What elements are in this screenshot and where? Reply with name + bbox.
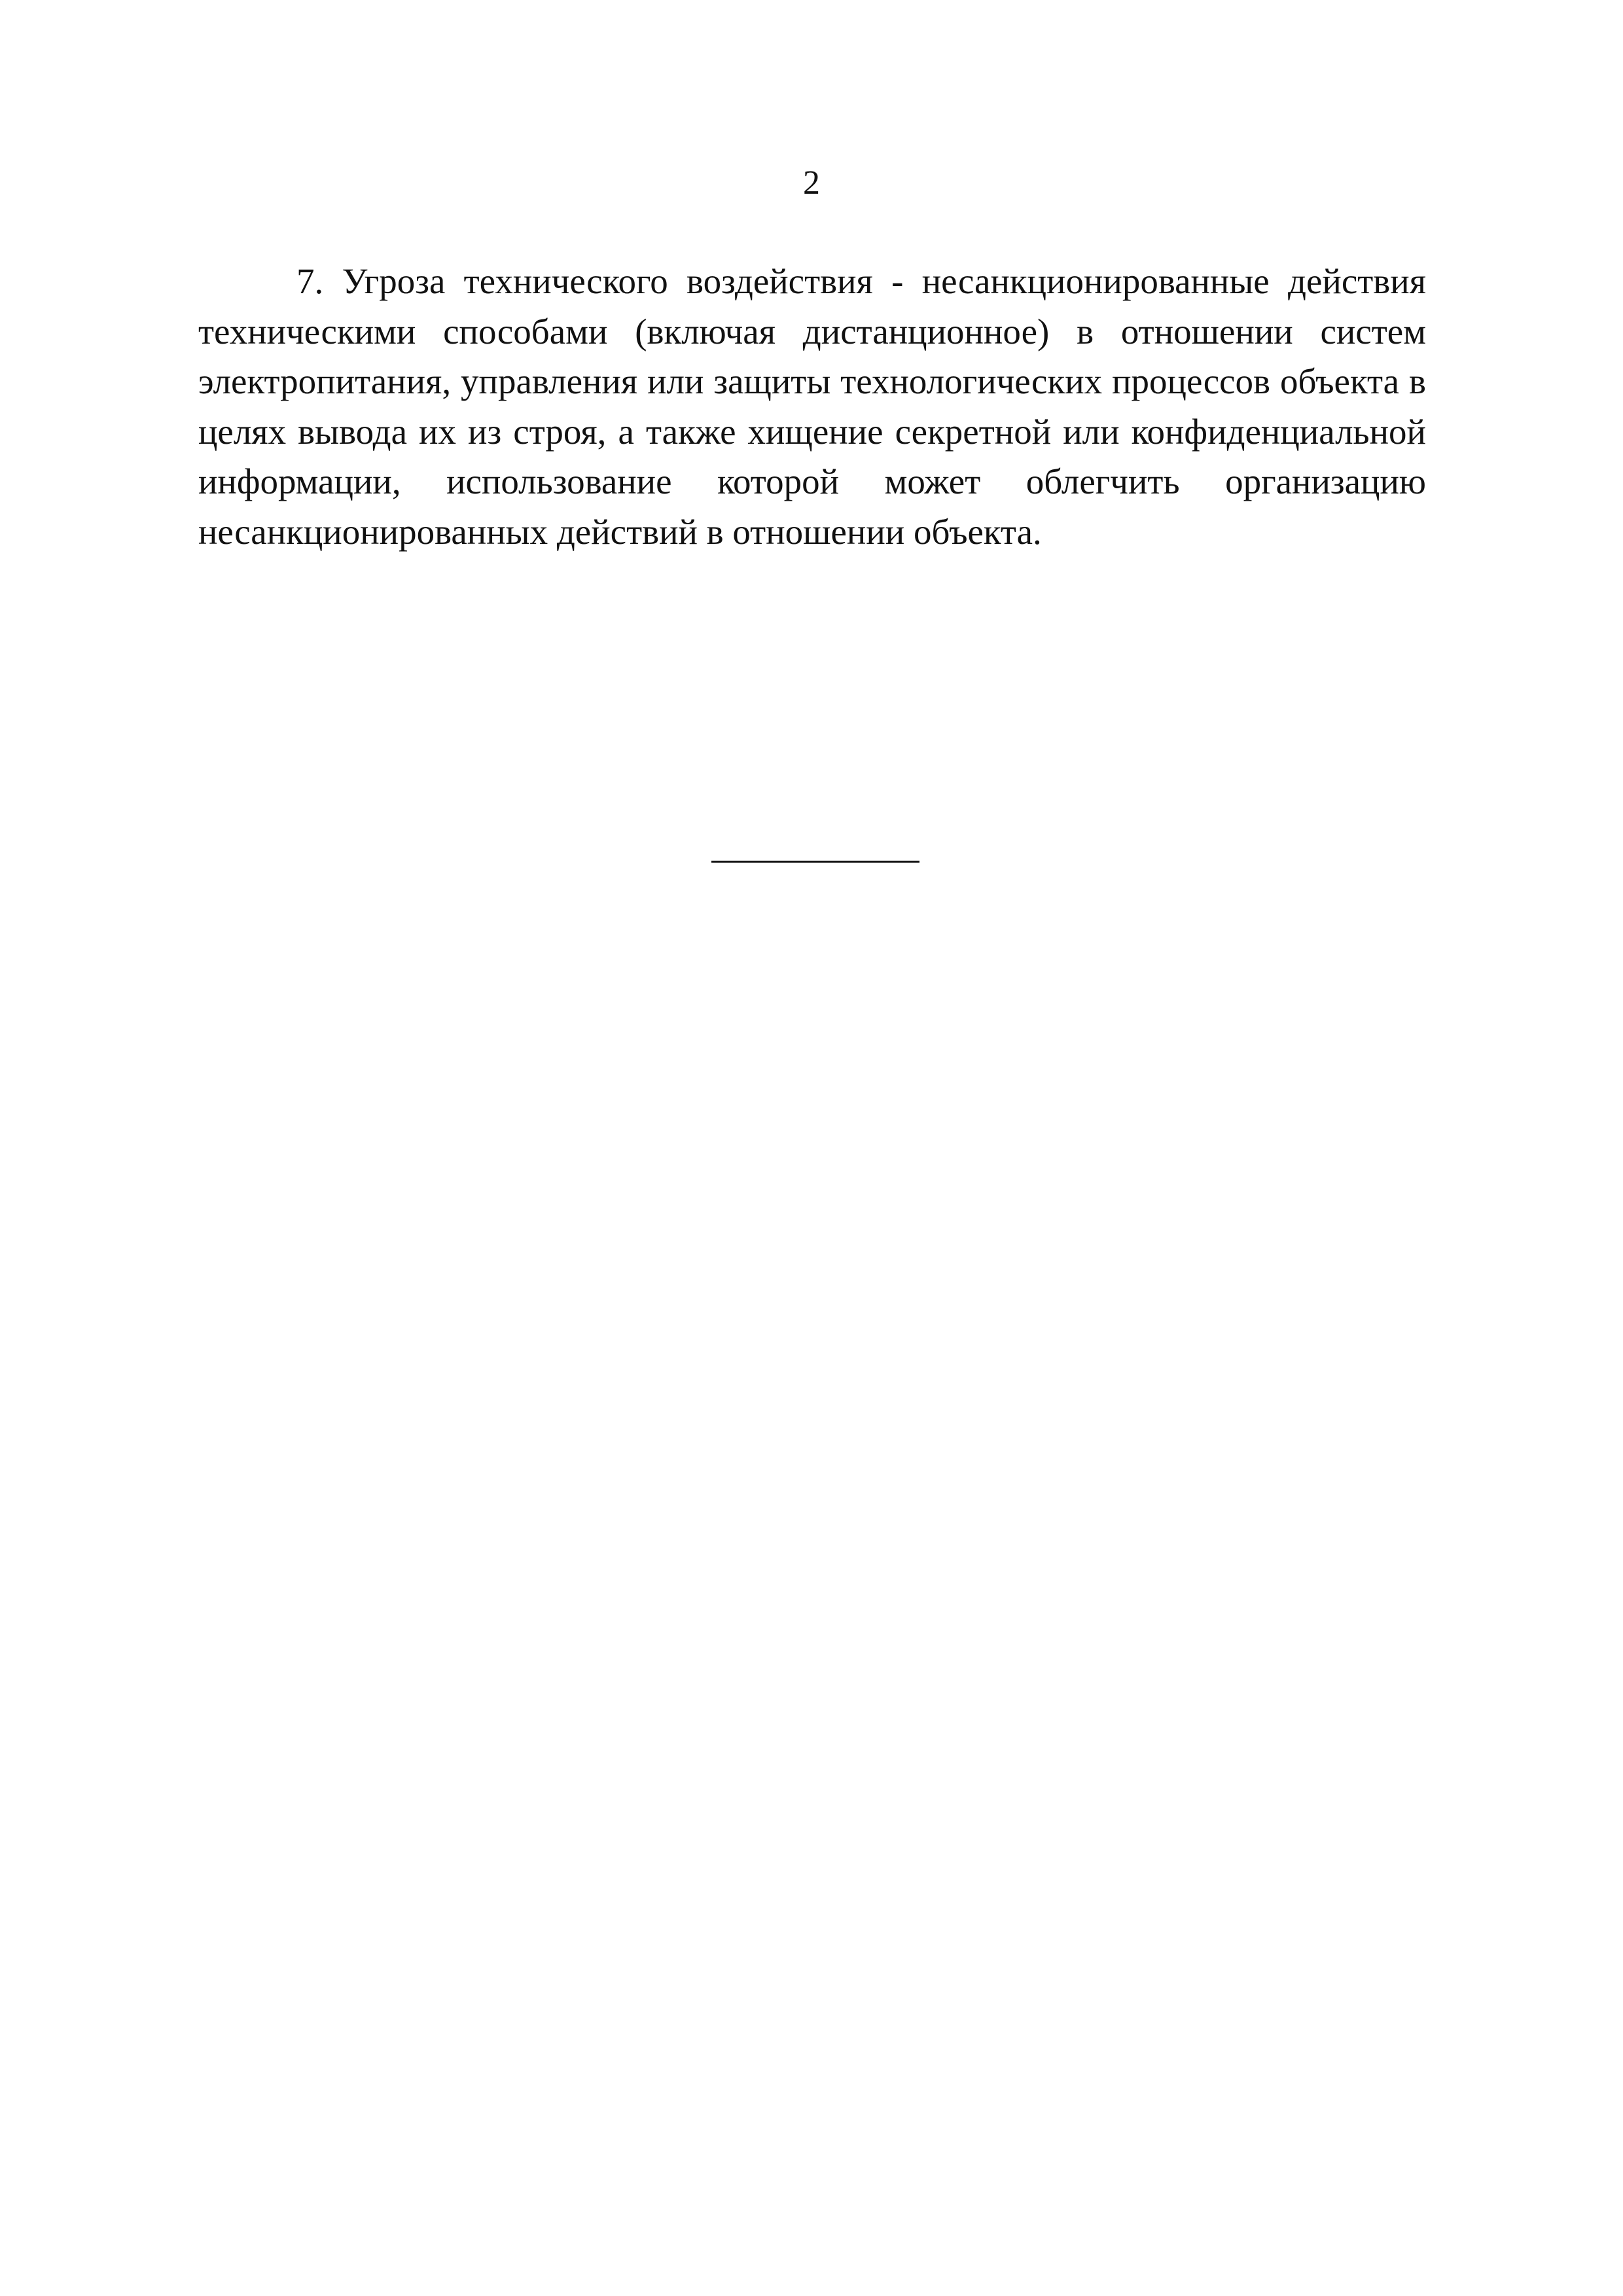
page-number: 2 [803,164,820,202]
end-of-document-rule [711,861,919,863]
paragraph-item-7: 7. Угроза технического воздействия - несанкционированные действия техническими способами (включая дистанционное) в отношении систем электропитания, управления или защиты технологических процессов объекта в целях вывода их из строя, а также хищение секретной или конфиденциальной информации, использование которой может облегчить организацию несанкционированных действий в отношении объекта. [198,261,1426,552]
